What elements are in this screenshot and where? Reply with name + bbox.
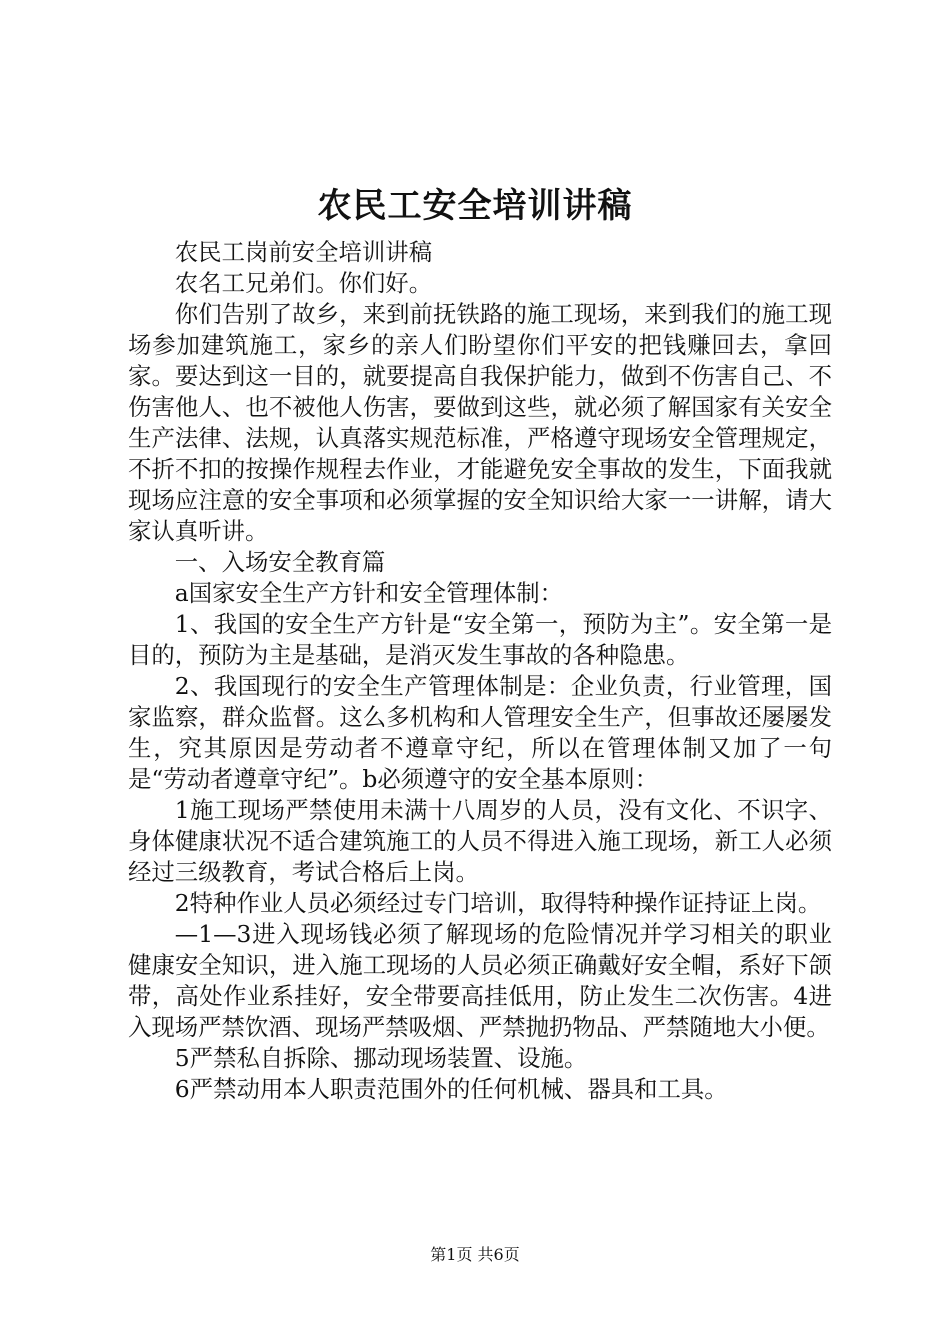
paragraph-rule-3-4: —1—3进入现场钱必须了解现场的危险情况并学习相关的职业健康安全知识，进入施工现场的人员必须正确戴好安全帽，系好下颌带，高处作业系挂好，安全带要高挂低用，防止发生二次伤害。4进入现场严禁饮酒、现场严禁吸烟、严禁抛扔物品、严禁随地大小便。 xyxy=(128,920,832,1041)
document-title: 农民工安全培训讲稿 xyxy=(317,186,633,226)
document-body xyxy=(128,237,832,1105)
paragraph-rule-5: 5严禁私自拆除、挪动现场装置、设施。 xyxy=(174,1044,588,1072)
subsection-heading-a: a国家安全生产方针和安全管理体制： xyxy=(174,579,563,607)
section-heading: 一、入场安全教育篇 xyxy=(174,548,386,576)
paragraph-intro: 你们告别了故乡，来到前抚铁路的施工现场，来到我们的施工现场参加建筑施工，家乡的亲人们盼望你们平安的把钱赚回去，拿回家。要达到这一目的，就要提高自我保护能力，做到不伤害自己、不伤害他人、也不被他人伤害，要做到这些，就必须了解国家有关安全生产法律、法规，认真落实规范标准，严格遵守现场安全管理规定，不折不扣的按操作规程去作业，才能避免安全事故的发生，下面我就现场应注意的安全事项和必须掌握的安全知识给大家一一讲解，请大家认真听讲。 xyxy=(128,300,832,545)
paragraph-rule-6: 6严禁动用本人职责范围外的任何机械、器具和工具。 xyxy=(174,1075,728,1103)
paragraph-rule-2: 2特种作业人员必须经过专门培训，取得特种操作证持证上岗。 xyxy=(174,889,822,917)
paragraph-subtitle: 农民工岗前安全培训讲稿 xyxy=(174,238,433,266)
paragraph-rule-1: 1施工现场严禁使用未满十八周岁的人员，没有文化、不识字、身体健康状况不适合建筑施工的人员不得进入施工现场，新工人必须经过三级教育，考试合格后上岗。 xyxy=(128,796,832,886)
paragraph-greeting: 农名工兄弟们。你们好。 xyxy=(174,269,433,297)
paragraph-item-2: 2、我国现行的安全生产管理体制是：企业负责，行业管理，国家监察，群众监督。这么多机构和人管理安全生产，但事故还屡屡发生，究其原因是劳动者不遵章守纪，所以在管理体制又加了一句是“劳动者遵章守纪”。b必须遵守的安全基本原则： xyxy=(128,672,832,793)
paragraph-item-1: 1、我国的安全生产方针是“安全第一，预防为主”。安全第一是目的，预防为主是基础，是消灭发生事故的各种隐患。 xyxy=(128,610,832,669)
page-footer: 第1页 共6页 xyxy=(430,1245,520,1264)
